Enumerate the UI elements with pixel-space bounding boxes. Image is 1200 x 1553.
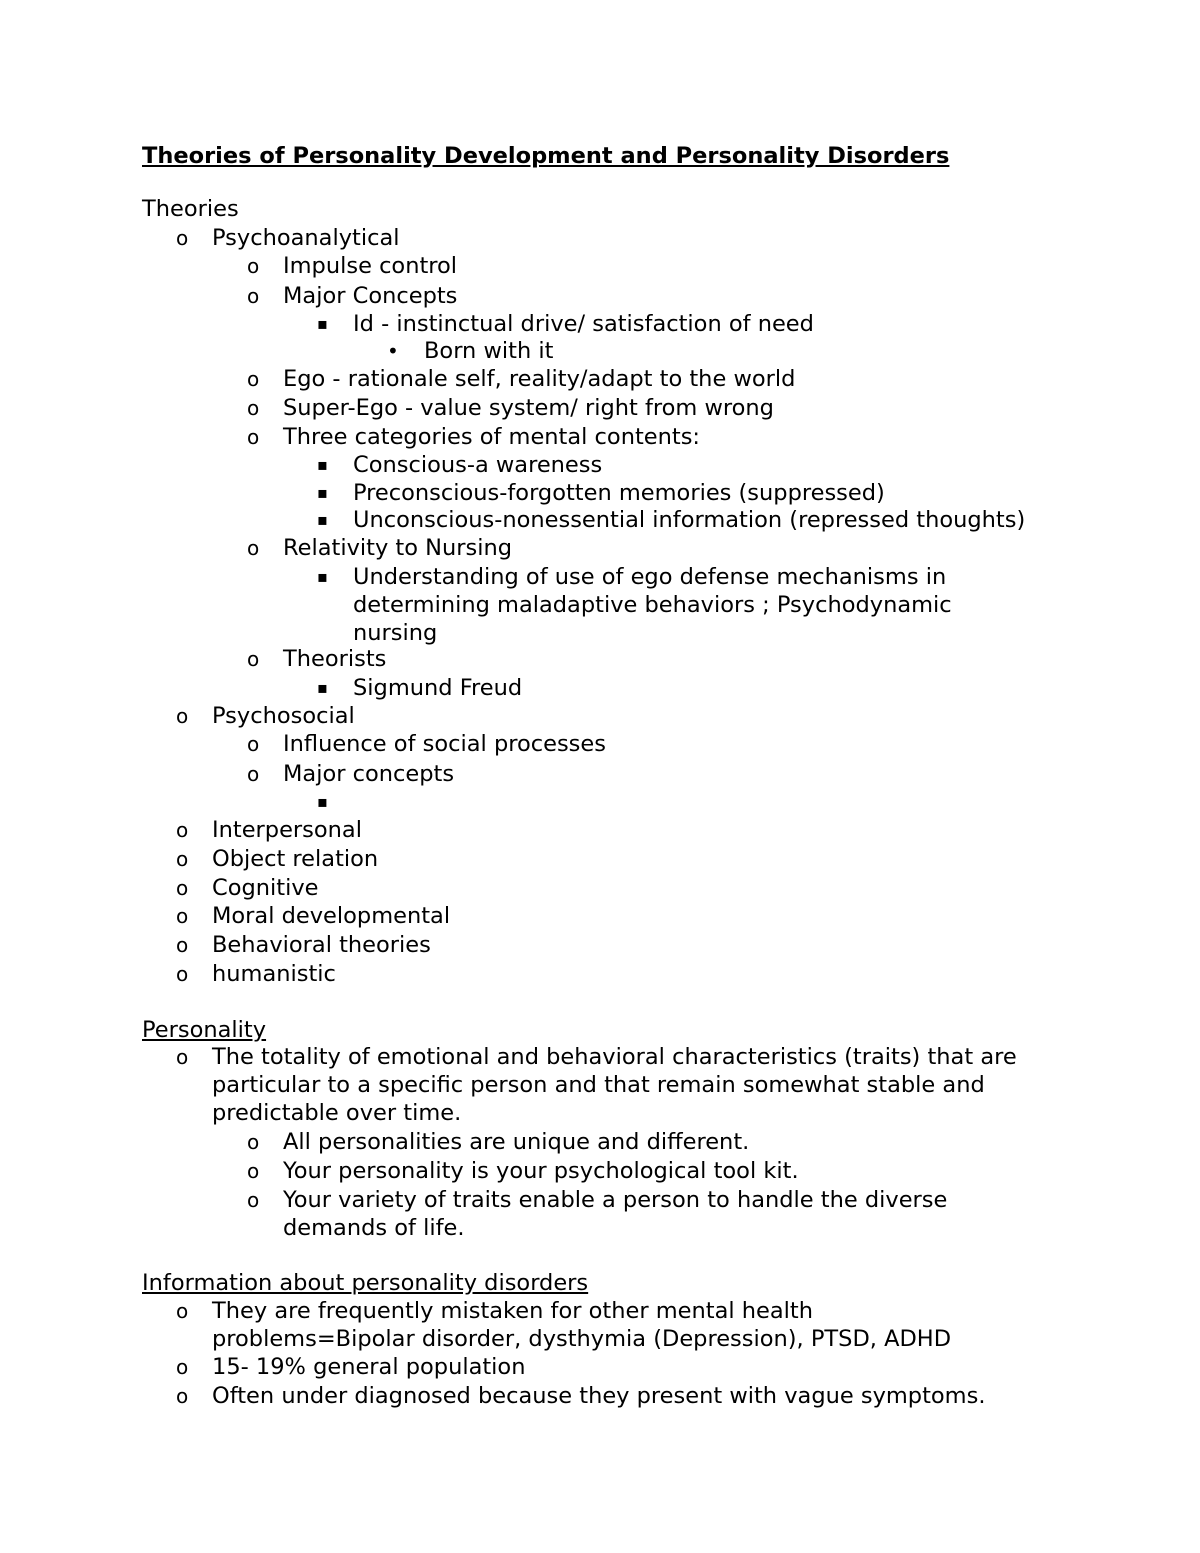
list-item-text: Often under diagnosed because they present with vague symptoms. — [212, 1383, 986, 1409]
list-bullet: o — [176, 1299, 189, 1323]
list-item-text: Impulse control — [283, 253, 458, 279]
list-bullet: o — [247, 396, 260, 420]
list-bullet: o — [247, 1188, 260, 1212]
list-bullet: o — [176, 847, 189, 871]
list-bullet: o — [247, 284, 260, 308]
list-item-text: determining maladaptive behaviors ; Psychodynamic — [353, 592, 952, 618]
list-item-text: Moral developmental — [212, 903, 451, 929]
list-item-text: Cognitive — [212, 875, 319, 901]
list-item-text: They are frequently mistaken for other mental health — [212, 1298, 813, 1324]
list-item-text: Object relation — [212, 846, 379, 872]
list-bullet: o — [176, 704, 189, 728]
list-item-text: Id - instinctual drive/ satisfaction of need — [353, 311, 814, 337]
list-item-text: predictable over time. — [212, 1100, 462, 1126]
list-item-text: problems=Bipolar disorder, dysthymia (Depression), PTSD, ADHD — [212, 1326, 952, 1352]
list-bullet: o — [247, 1159, 260, 1183]
list-bullet: o — [176, 818, 189, 842]
list-item-text: Your personality is your psychological tool kit. — [283, 1158, 799, 1184]
list-item-text: Sigmund Freud — [353, 675, 523, 701]
list-bullet: o — [176, 1384, 189, 1408]
list-bullet: o — [176, 904, 189, 928]
list-bullet: ▪ — [317, 314, 328, 333]
list-item-text: demands of life. — [283, 1215, 465, 1241]
list-item-text: Super-Ego - value system/ right from wrong — [283, 395, 774, 421]
list-bullet: o — [247, 536, 260, 560]
list-bullet: o — [176, 226, 189, 250]
list-bullet: o — [247, 647, 260, 671]
list-bullet: • — [387, 339, 399, 363]
list-bullet: o — [247, 254, 260, 278]
list-item-text: humanistic — [212, 961, 336, 987]
section-heading: Information about personality disorders — [142, 1270, 589, 1296]
list-item-text: 15- 19% general population — [212, 1354, 526, 1380]
list-item-text: Theorists — [283, 646, 387, 672]
list-bullet: o — [176, 1045, 189, 1069]
list-item-text: Understanding of use of ego defense mechanisms in — [353, 564, 947, 590]
list-item-text: Unconscious-nonessential information (repressed thoughts) — [353, 507, 1026, 533]
list-bullet: ▪ — [317, 678, 328, 697]
list-item-text: Interpersonal — [212, 817, 362, 843]
list-item-text: Influence of social processes — [283, 731, 606, 757]
list-bullet: o — [176, 1355, 189, 1379]
list-item-text: Psychosocial — [212, 703, 355, 729]
list-item-text: All personalities are unique and different. — [283, 1129, 750, 1155]
list-bullet: o — [247, 732, 260, 756]
list-bullet: ▪ — [317, 483, 328, 502]
list-item-text: Ego - rationale self, reality/adapt to the world — [283, 366, 796, 392]
page-title: Theories of Personality Development and Personality Disorders — [142, 143, 950, 169]
list-bullet: ▪ — [317, 455, 328, 474]
list-bullet: ▪ — [317, 567, 328, 586]
list-item-text: Preconscious-forgotten memories (suppressed) — [353, 480, 885, 506]
section-heading: Personality — [142, 1017, 267, 1043]
list-bullet: ▪ — [317, 510, 328, 529]
list-bullet: o — [247, 367, 260, 391]
list-item-text: particular to a specific person and that remain somewhat stable and — [212, 1072, 985, 1098]
list-item-text: Three categories of mental contents: — [283, 424, 701, 450]
list-bullet: o — [176, 933, 189, 957]
list-item-text: nursing — [353, 620, 438, 646]
section-heading: Theories — [142, 196, 239, 222]
list-item-text: Psychoanalytical — [212, 225, 400, 251]
list-item-text: Major Concepts — [283, 283, 458, 309]
list-bullet: o — [176, 962, 189, 986]
list-item-text: Behavioral theories — [212, 932, 431, 958]
list-bullet: o — [247, 762, 260, 786]
list-item-text: Born with it — [424, 338, 554, 364]
list-bullet: o — [247, 425, 260, 449]
list-bullet: ▪ — [317, 792, 328, 811]
list-item-text: Your variety of traits enable a person to handle the diverse — [283, 1187, 948, 1213]
list-item-text: The totality of emotional and behavioral characteristics (traits) that are — [212, 1044, 1017, 1070]
list-item-text: Major concepts — [283, 761, 455, 787]
list-bullet: o — [176, 876, 189, 900]
list-item-text: Conscious-a wareness — [353, 452, 603, 478]
list-bullet: o — [247, 1130, 260, 1154]
list-item-text: Relativity to Nursing — [283, 535, 513, 561]
